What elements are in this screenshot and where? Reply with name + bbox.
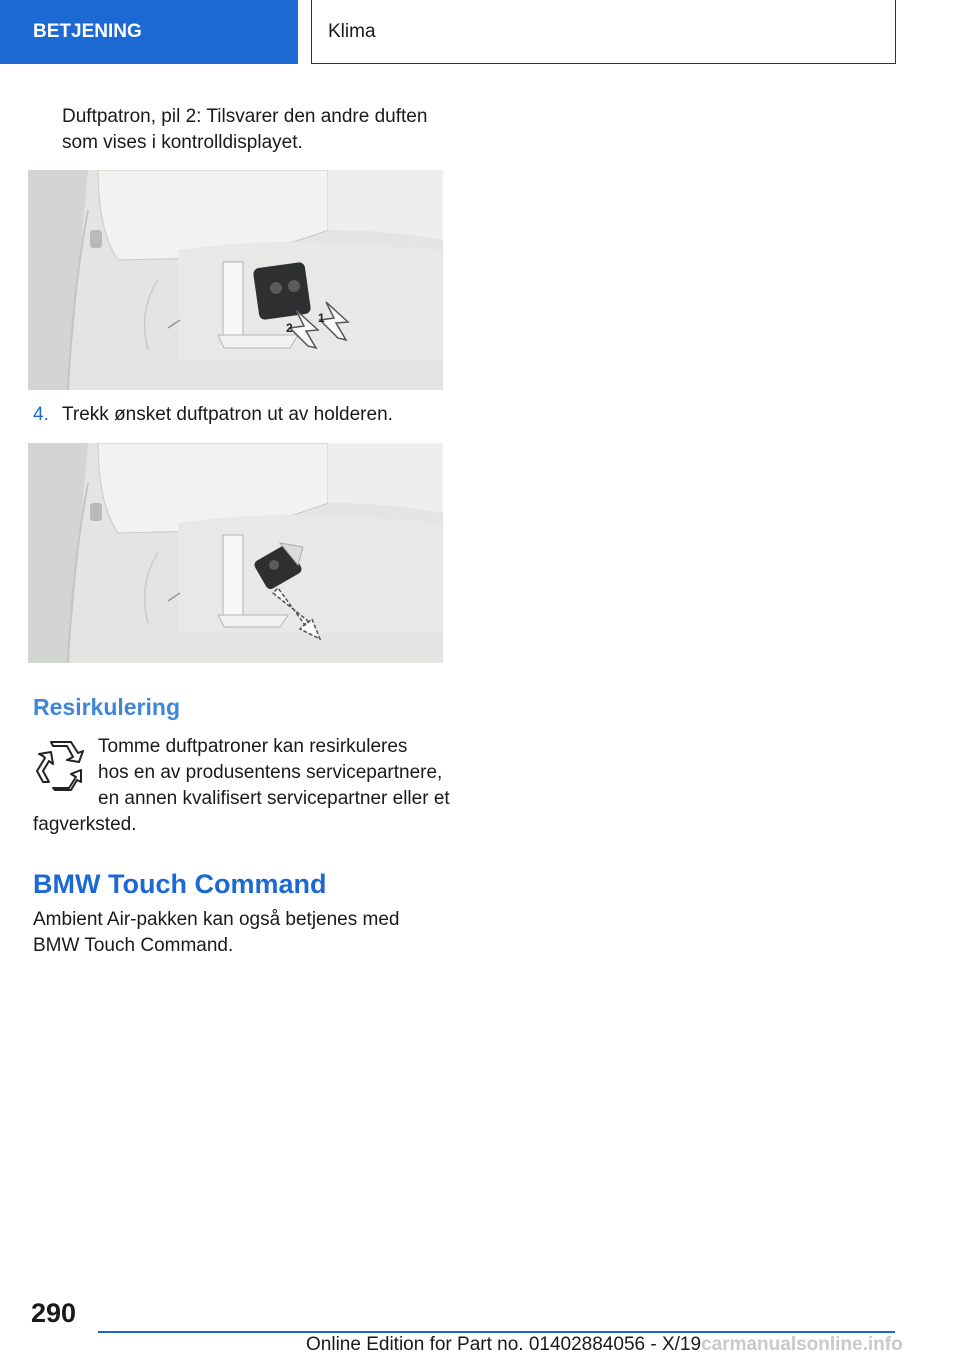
watermark-text: carmanualsonline.info	[701, 1334, 903, 1355]
section-tab	[0, 0, 298, 64]
figure-cartridge-holder	[28, 170, 443, 390]
recycling-heading: Resirkulering	[33, 694, 180, 720]
intro-line-1: Duftpatron, pil 2: Tilsvarer den andre duften	[62, 106, 428, 127]
footer-rule	[98, 1331, 895, 1333]
recycling-line-3: en annen kvalifisert servicepartner eller et	[98, 788, 450, 809]
step-number: 4.	[33, 404, 49, 425]
arrow-label-1: 1	[318, 311, 325, 325]
figure-cartridge-removal	[28, 443, 443, 663]
recycling-line-4: fagverksted.	[33, 814, 137, 835]
recycling-line-2: hos en av produsentens servicepartnere,	[98, 762, 443, 783]
step-text: Trekk ønsket duftpatron ut av holderen.	[62, 404, 393, 425]
chapter-title: Klima	[328, 20, 376, 42]
touch-command-line-1: Ambient Air-pakken kan også betjenes med	[33, 909, 400, 930]
touch-command-heading: BMW Touch Command	[33, 869, 327, 899]
page-number: 290	[31, 1298, 77, 1328]
footer-edition	[306, 1334, 903, 1356]
recycling-text-block	[98, 734, 450, 812]
recycling-line-1: Tomme duftpatroner kan resirkuleres	[98, 736, 408, 757]
intro-line-2: som vises i kontrolldisplayet.	[62, 132, 303, 153]
recycling-icon	[33, 740, 87, 792]
arrow-label-2: 2	[286, 321, 293, 335]
intro-paragraph	[62, 104, 427, 156]
touch-command-line-2: BMW Touch Command.	[33, 935, 234, 956]
section-title: BETJENING	[33, 21, 142, 42]
edition-text: Online Edition for Part no. 01402884056 - X/19	[306, 1334, 702, 1355]
chapter-tab	[311, 0, 896, 64]
step-4	[33, 402, 49, 428]
touch-command-text	[33, 907, 400, 959]
